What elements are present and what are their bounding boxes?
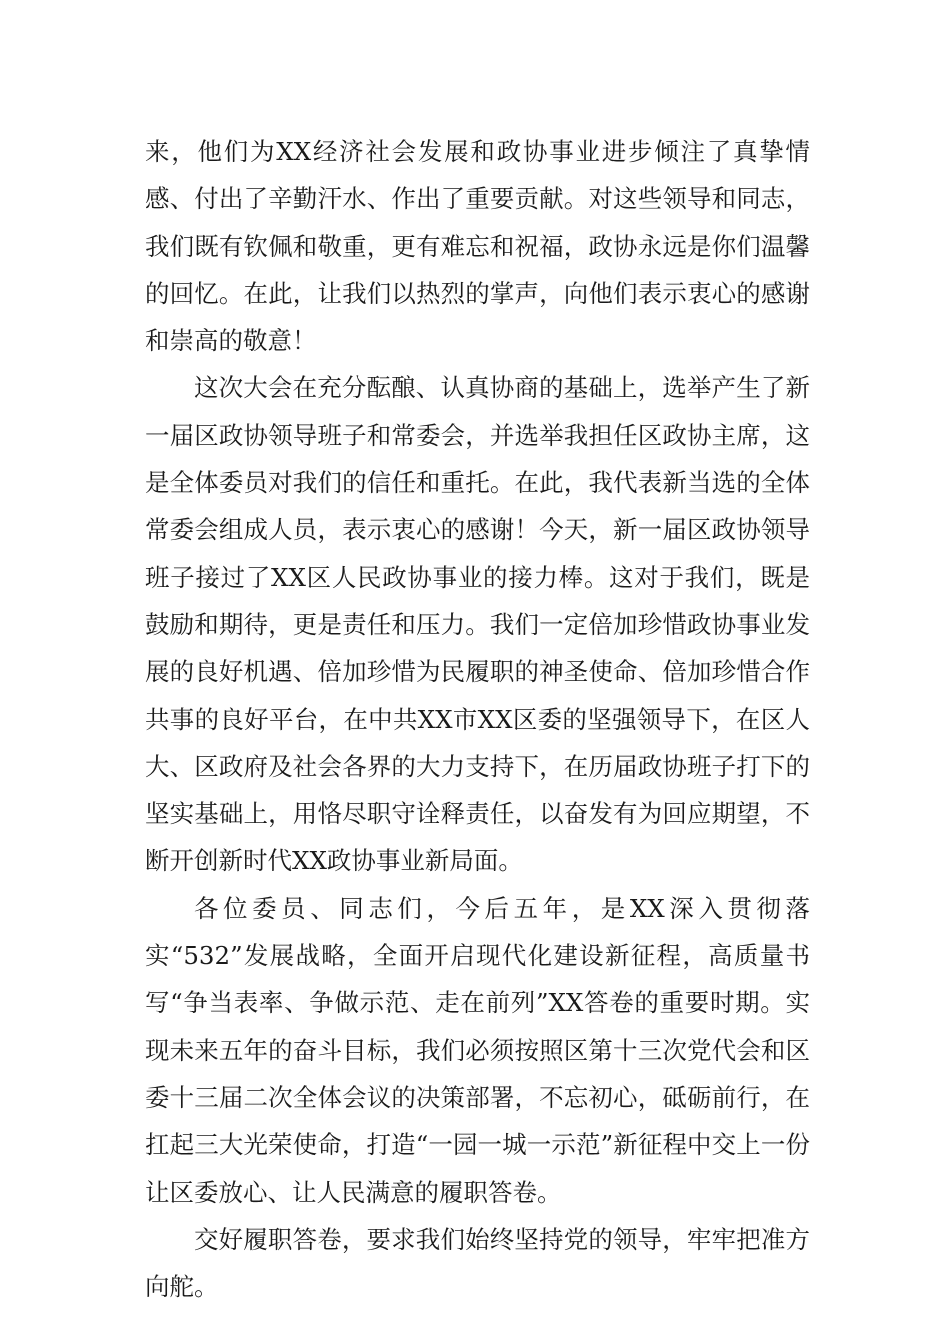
paragraph-3: 各位委员、同志们，今后五年，是XX深入贯彻落实“532”发展战略，全面开启现代化建设新征程，高质量书写“争当表率、争做示范、走在前列”XX答卷的重要时期。实现未来五年的奋斗目标，我们必须按照区第十三次党代会和区委十三届二次全体会议的决策部署，不忘初心，砥砺前行，在扛起三大光荣使命，打造“一园一城一示范”新征程中交上一份让区委放心、让人民满意的履职答卷。 [145, 893, 810, 1207]
paragraph-1: 来，他们为XX经济社会发展和政协事业进步倾注了真挚情感、付出了辛勤汗水、作出了重要贡献。对这些领导和同志，我们既有钦佩和敬重，更有难忘和祝福，政协永远是你们温馨的回忆。在此，让我们以热烈的掌声，向他们表示衷心的感谢和崇高的敬意！ [145, 137, 810, 356]
paragraph-2: 这次大会在充分酝酿、认真协商的基础上，选举产生了新一届区政协领导班子和常委会，并选举我担任区政协主席，这是全体委员对我们的信任和重托。在此，我代表新当选的全体常委会组成人员，表示衷心的感谢！今天，新一届区政协领导班子接过了XX区人民政协事业的接力棒。这对于我们，既是鼓励和期待，更是责任和压力。我们一定倍加珍惜政协事业发展的良好机遇、倍加珍惜为民履职的神圣使命、倍加珍惜合作共事的良好平台，在中共XX市XX区委的坚强领导下，在区人大、区政府及社会各界的大力支持下，在历届政协班子打下的坚实基础上，用恪尽职守诠释责任，以奋发有为回应期望，不断开创新时代XX政协事业新局面。 [145, 373, 810, 876]
paragraph-4: 交好履职答卷，要求我们始终坚持党的领导，牢牢把准方向舵。 [145, 1224, 810, 1302]
body-text [145, 128, 810, 1310]
